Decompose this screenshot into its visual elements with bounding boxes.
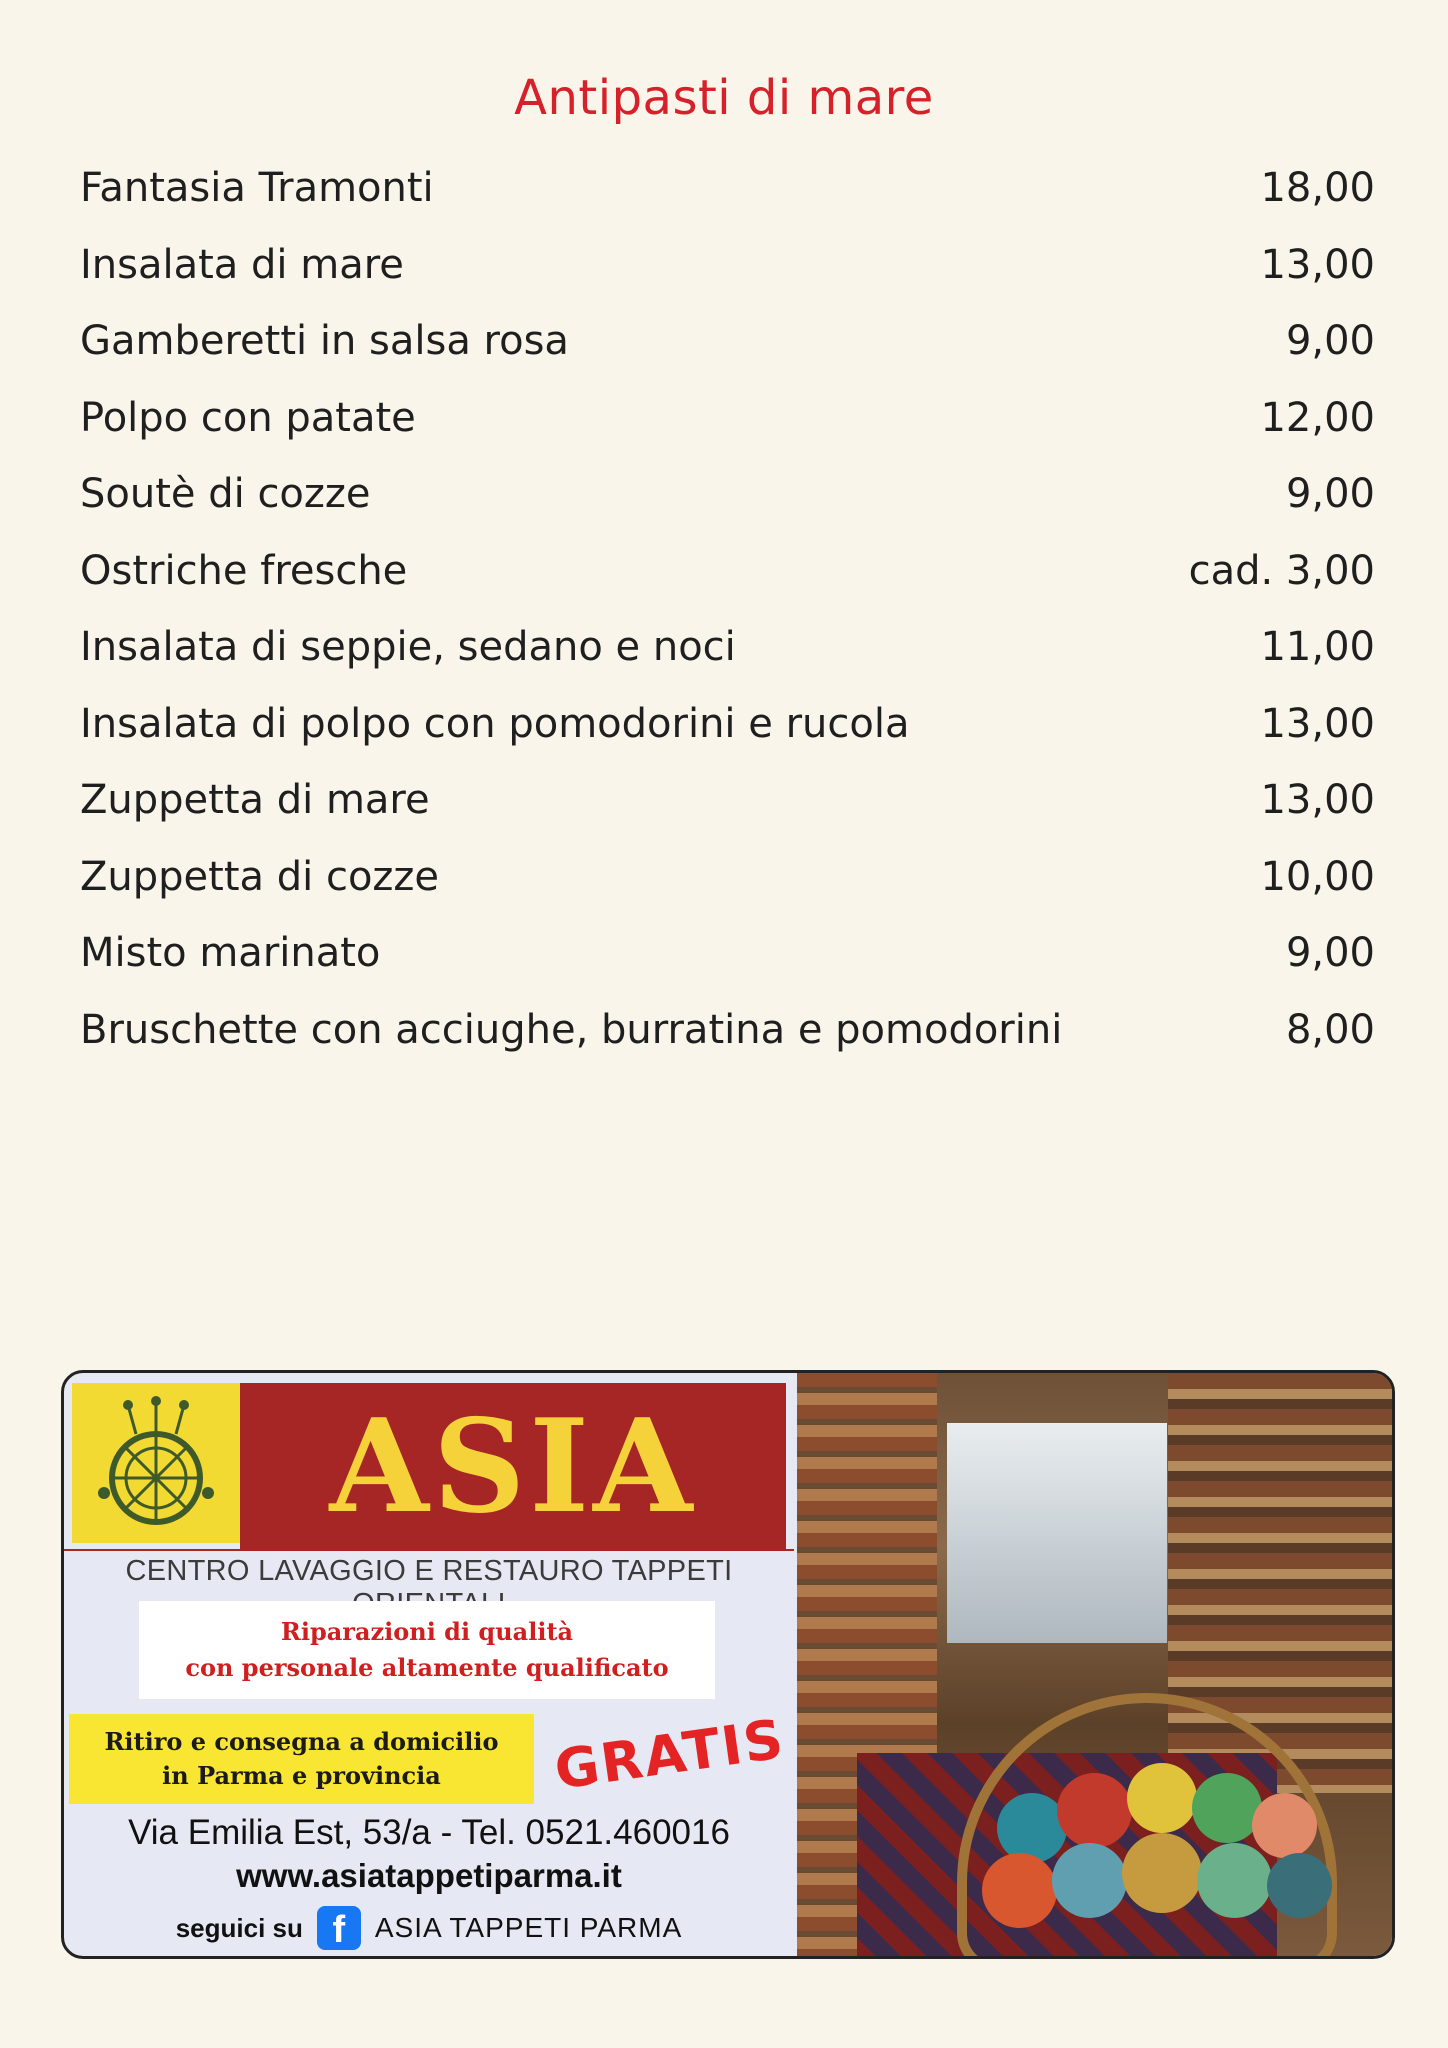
- brand-banner: [240, 1383, 786, 1551]
- menu-item: [80, 992, 1375, 1069]
- social-page-name[interactable]: ASIA TAPPETI PARMA: [374, 1912, 683, 1943]
- menu-item: [80, 533, 1375, 610]
- pickup-line: in Parma e provincia: [162, 1761, 441, 1790]
- menu-item: [80, 227, 1375, 304]
- item-name: Insalata di seppie, sedano e noci: [80, 624, 736, 670]
- wool-ball: [1197, 1843, 1272, 1918]
- item-price: 9,00: [1285, 930, 1375, 976]
- item-name: Bruschette con acciughe, burratina e pomodorini: [80, 1006, 1063, 1053]
- menu-item: [80, 303, 1375, 380]
- menu-item: [80, 456, 1375, 533]
- brand-name: ASIA: [329, 1392, 697, 1542]
- item-name: Soutè di cozze: [80, 471, 371, 517]
- wool-ball: [1192, 1773, 1262, 1843]
- menu-item: [80, 609, 1375, 686]
- shop-address: Via Emilia Est, 53/a - Tel. 0521.460016: [128, 1813, 730, 1852]
- shop-website[interactable]: www.asiatappetiparma.it: [236, 1857, 622, 1894]
- item-price: 13,00: [1260, 700, 1375, 747]
- item-price: 13,00: [1260, 241, 1375, 288]
- wool-ball: [982, 1853, 1057, 1928]
- brand-logo: [72, 1383, 240, 1543]
- pickup-note: [69, 1714, 534, 1804]
- item-name: Insalata di mare: [80, 241, 404, 288]
- item-name: Polpo con patate: [80, 394, 416, 441]
- wool-ball: [1267, 1853, 1332, 1918]
- item-name: Fantasia Tramonti: [80, 165, 434, 211]
- ad-text-panel: [64, 1373, 794, 1956]
- item-price: 9,00: [1285, 471, 1375, 517]
- quality-note: [139, 1601, 715, 1699]
- item-price: 9,00: [1285, 318, 1375, 364]
- shop-photo: [797, 1373, 1395, 1956]
- advertisement: [61, 1370, 1395, 1959]
- menu-item: [80, 380, 1375, 457]
- item-name: Misto marinato: [80, 930, 381, 976]
- item-name: Ostriche fresche: [80, 547, 408, 594]
- quality-line: Riparazioni di qualità: [280, 1617, 574, 1646]
- wool-ball: [1052, 1843, 1127, 1918]
- pickup-line: Ritiro e consegna a domicilio: [104, 1727, 499, 1756]
- menu-list: [80, 150, 1375, 1068]
- item-price: 13,00: [1260, 777, 1375, 823]
- menu-item: [80, 686, 1375, 763]
- sun-disk-icon: [86, 1393, 226, 1533]
- wool-ball: [1122, 1833, 1202, 1913]
- wool-ball: [1127, 1763, 1197, 1833]
- menu-item: [80, 762, 1375, 839]
- item-price: cad. 3,00: [1188, 547, 1375, 594]
- social-line: [64, 1906, 794, 1950]
- wool-ball: [1252, 1793, 1317, 1858]
- item-name: Zuppetta di mare: [80, 777, 430, 823]
- item-price: 8,00: [1285, 1006, 1375, 1053]
- shop-window: [947, 1423, 1167, 1643]
- follow-label: seguici su: [175, 1912, 303, 1943]
- facebook-icon[interactable]: f: [317, 1906, 361, 1950]
- item-name: Gamberetti in salsa rosa: [80, 318, 569, 364]
- menu-item: [80, 839, 1375, 916]
- item-price: 12,00: [1260, 394, 1375, 441]
- item-price: 10,00: [1260, 853, 1375, 900]
- item-name: Insalata di polpo con pomodorini e rucola: [80, 700, 910, 747]
- item-price: 18,00: [1260, 165, 1375, 211]
- menu-item: [80, 915, 1375, 992]
- item-price: 11,00: [1260, 624, 1375, 670]
- free-badge: GRATIS: [550, 1707, 789, 1802]
- item-name: Zuppetta di cozze: [80, 853, 440, 900]
- menu-item: [80, 150, 1375, 227]
- wool-ball: [1057, 1773, 1132, 1848]
- section-title: Antipasti di mare: [514, 70, 934, 126]
- quality-line: con personale altamente qualificato: [185, 1653, 669, 1682]
- brand-tagline: CENTRO LAVAGGIO E RESTAURO TAPPETI: [64, 1549, 794, 1621]
